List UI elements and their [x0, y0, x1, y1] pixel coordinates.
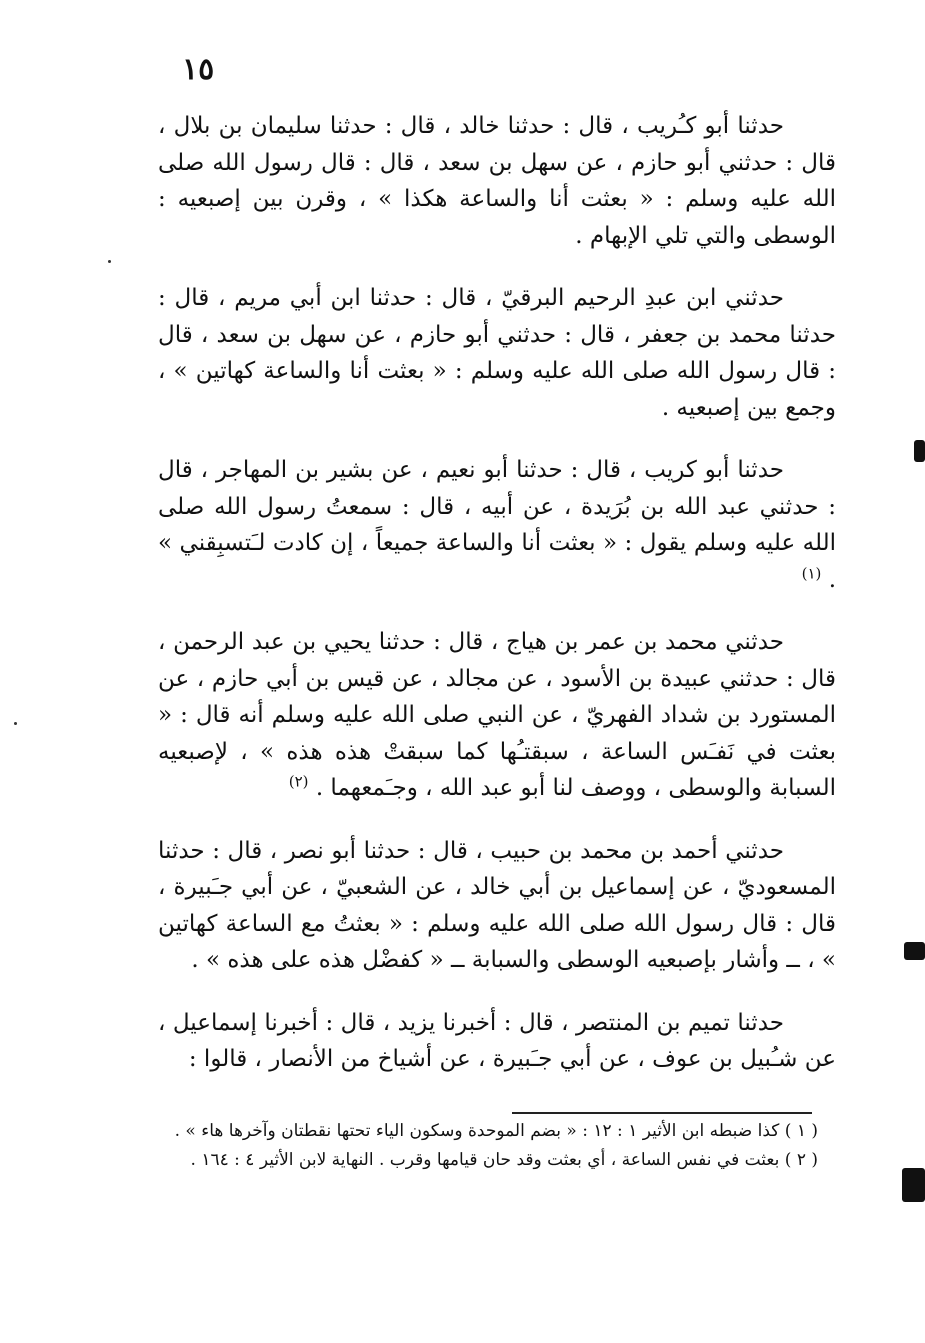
footnote-separator [512, 1112, 812, 1114]
paragraph-6: حدثنا تميم بن المنتصر ، قال : أخبرنا يزيد ، قال : أخبرنا إسماعيل ، عن شـُبيل بن عوف ، عن أبي جـَبيرة ، عن أشياخ من الأنصار ، قالوا : [158, 1009, 836, 1072]
paragraph-5: حدثني أحمد بن محمد بن حبيب ، قال : حدثنا أبو نصر ، قال : حدثنا المسعوديّ ، عن إسماعيل بن أبي خالد ، عن الشعبيّ ، عن أبي جـَبيرة ، قال : قال رسول الله صلى الله عليه وسلم : « بعثتُ مع الساعة كهاتين » ، ــ وأشار بإصبعيه الوسطى والسبابة ــ « كفضْل هذه على هذه » . [158, 837, 836, 973]
footnote-ref-2: (٢) [288, 772, 309, 791]
footnote-ref-1: (١) [801, 563, 822, 582]
scan-mark-3 [902, 1168, 925, 1202]
main-text [158, 108, 836, 1078]
scan-speck-1 [108, 260, 111, 263]
scan-mark-2 [904, 942, 925, 960]
footnotes [150, 1118, 818, 1176]
scan-mark-1 [914, 440, 925, 462]
footnote-2: ( ٢ ) بعثت في نفس الساعة ، أي بعثت وقد حان قيامها وقرب . النهاية لابن الأثير ٤ : ١٦٤ . [190, 1150, 818, 1170]
paragraph-4-text: حدثني محمد بن عمر بن هياج ، قال : حدثنا يحيي بن عبد الرحمن ، قال : حدثني عبيدة بن الأسود ، عن مجالد ، عن قيس بن أبي حازم ، عن المستورد بن شداد الفهريّ ، عن النبي صلى الله عليه وسلم أنه قال : « بعثت في نَفـَس الساعة ، سبقتـُها كما سبقتْ هذه هذه » ، لإصبعيه السبابة والوسطى ، ووصف لنا أبو عبد الله ، وجـَمعهما . [158, 629, 836, 801]
paragraph-4 [158, 624, 836, 807]
page-number: ١٥ [182, 52, 215, 87]
scan-speck-2 [14, 722, 17, 725]
paragraph-3-text: حدثنا أبو كريب ، قال : حدثنا أبو نعيم ، عن بشير بن المهاجر ، قال : حدثني عبد الله بن بُرَيدة ، عن أبيه ، قال : سمعتُ رسول الله صلى الله عليه وسلم يقول : « بعثت أنا والساعة جميعاً ، إن كادت لـَتسبِقني » . [158, 457, 836, 593]
footnote-1: ( ١ ) كذا ضبطه ابن الأثير ١ : ١٢ : « بضم الموحدة وسكون الياء تحتها نقطتان وآخرها هاء » . [174, 1121, 818, 1141]
paragraph-2: حدثني ابن عبدِ الرحيم البرقيّ ، قال : حدثنا ابن أبي مريم ، قال : حدثنا محمد بن جعفر ، قال : حدثني أبو حازم ، عن سهل بن سعد ، قال : قال رسول الله صلى الله عليه وسلم : « بعثت أنا والساعة كهاتين » ، وجمع بين إصبعيه . [158, 285, 836, 421]
paragraph-1: حدثنا أبو كـُريب ، قال : حدثنا خالد ، قال : حدثنا سليمان بن بلال ، قال : حدثني أبو حازم ، عن سهل بن سعد ، قال : قال رسول الله صلى الله عليه وسلم : « بعثت أنا والساعة هكذا » ، وقرن بين إصبعيه : الوسطى والتي تلي الإبهام . [158, 113, 836, 249]
paragraph-3 [158, 452, 836, 598]
